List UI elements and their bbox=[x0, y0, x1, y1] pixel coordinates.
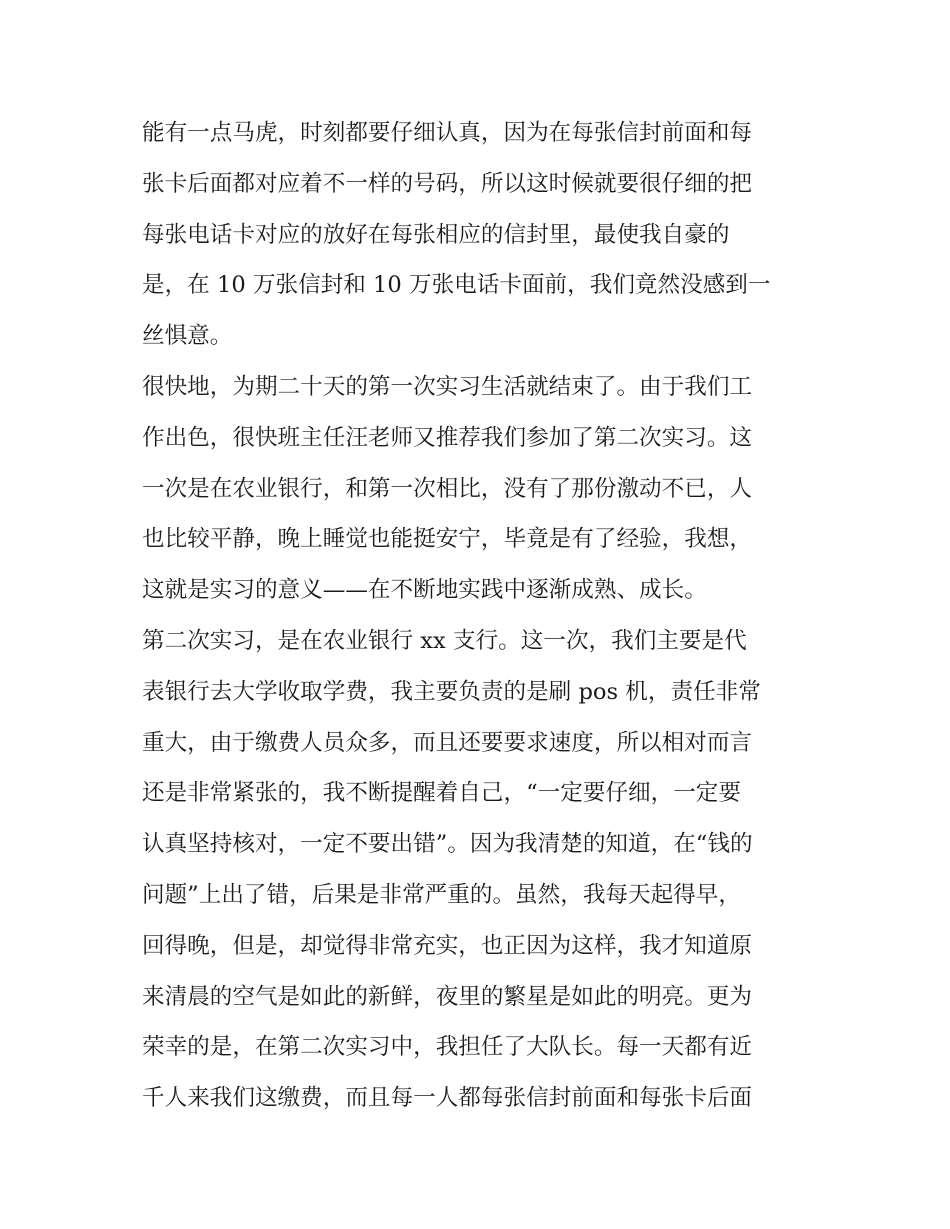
text-line: 荣幸的是，在第二次实习中，我担任了大队长。每一天都有近 bbox=[142, 1034, 753, 1061]
text-line: 表银行去大学收取学费，我主要负责的是刷 pos 机，责任非常 bbox=[142, 678, 761, 705]
text-line: 认真坚持核对，一定不要出错”。因为我清楚的知道，在“钱的 bbox=[142, 831, 753, 858]
text-line: 一次是在农业银行，和第一次相比，没有了那份激动不已，人 bbox=[142, 475, 753, 502]
text-line: 问题”上出了错，后果是非常严重的。虽然，我每天起得早， bbox=[142, 881, 741, 908]
text-line: 千人来我们这缴费，而且每一人都每张信封前面和每张卡后面 bbox=[142, 1085, 753, 1112]
text-line: 每张电话卡对应的放好在每张相应的信封里，最使我自豪的 bbox=[142, 221, 730, 248]
text-line: 张卡后面都对应着不一样的号码，所以这时候就要很仔细的把 bbox=[142, 170, 753, 197]
text-line: 也比较平静，晚上睡觉也能挺安宁，毕竟是有了经验，我想， bbox=[142, 526, 753, 553]
text-line: 还是非常紧张的，我不断提醒着自己，“一定要仔细，一定要 bbox=[142, 780, 741, 807]
text-line: 作出色，很快班主任汪老师又推荐我们参加了第二次实习。这 bbox=[142, 424, 753, 451]
text-line: 第二次实习，是在农业银行 xx 支行。这一次，我们主要是代 bbox=[142, 627, 747, 654]
text-line: 重大，由于缴费人员众多，而且还要要求速度，所以相对而言 bbox=[142, 729, 753, 756]
text-line: 回得晚，但是，却觉得非常充实，也正因为这样，我才知道原 bbox=[142, 932, 753, 959]
text-line: 这就是实习的意义——在不断地实践中逐渐成熟、成长。 bbox=[142, 577, 707, 604]
text-line: 能有一点马虎，时刻都要仔细认真，因为在每张信封前面和每 bbox=[142, 120, 753, 146]
text-line: 很快地，为期二十天的第一次实习生活就结束了。由于我们工 bbox=[142, 373, 753, 400]
text-line: 是，在 10 万张信封和 10 万张电话卡面前，我们竟然没感到一 bbox=[142, 272, 771, 299]
text-line: 来清晨的空气是如此的新鲜，夜里的繁星是如此的明亮。更为 bbox=[142, 983, 753, 1010]
text-line: 丝惧意。 bbox=[142, 323, 233, 350]
body-text bbox=[142, 108, 822, 1124]
